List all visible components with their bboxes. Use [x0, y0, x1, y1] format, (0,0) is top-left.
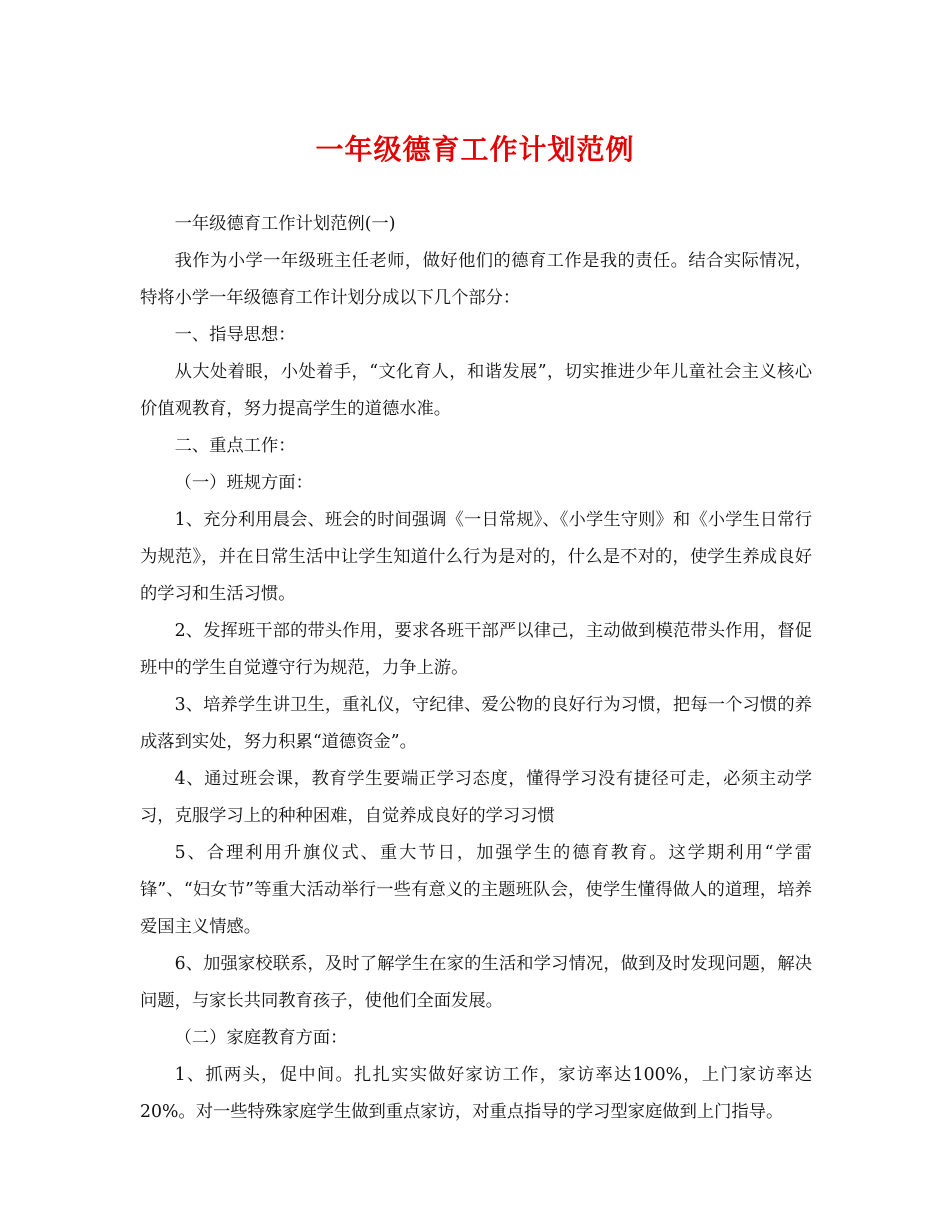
heading-key-work: 二、重点工作： — [174, 436, 296, 456]
paragraph-intro: 我作为小学一年级班主任老师，做好他们的德育工作是我的责任。结合实际情况，特将小学一年级德育工作计划分成以下几个部分： — [140, 251, 812, 308]
heading-class-rules: （一）班规方面： — [174, 473, 313, 493]
document-body — [140, 206, 812, 1131]
list-item-class-rules-1: 1、充分利用晨会、班会的时间强调《一日常规》、《小学生守则》和《小学生日常行为规范》，并在日常生活中让学生知道什么行为是对的，什么是不对的，使学生养成良好的学习和生活习惯。 — [140, 510, 812, 604]
heading-guiding-ideology: 一、指导思想： — [174, 325, 296, 345]
list-item-class-rules-6: 6、加强家校联系，及时了解学生在家的生活和学习情况，做到及时发现问题，解决问题，与家长共同教育孩子，使他们全面发展。 — [140, 954, 812, 1011]
paragraph-guiding-ideology: 从大处着眼，小处着手，“文化育人，和谐发展”，切实推进少年儿童社会主义核心价值观教育，努力提高学生的道德水准。 — [140, 362, 812, 419]
list-item-class-rules-3: 3、培养学生讲卫生，重礼仪，守纪律、爱公物的良好行为习惯，把每一个习惯的养成落到实处，努力积累“道德资金”。 — [140, 695, 812, 752]
heading-family-education: （二）家庭教育方面： — [174, 1028, 348, 1048]
list-item-class-rules-4: 4、通过班会课，教育学生要端正学习态度，懂得学习没有捷径可走，必须主动学习，克服学习上的种种困难，自觉养成良好的学习习惯 — [140, 769, 812, 826]
list-item-class-rules-2: 2、发挥班干部的带头作用，要求各班干部严以律己，主动做到模范带头作用，督促班中的学生自觉遵守行为规范，力争上游。 — [140, 621, 812, 678]
paragraph-subtitle: 一年级德育工作计划范例(一) — [174, 214, 396, 234]
list-item-family-education-1: 1、抓两头，促中间。扎扎实实做好家访工作，家访率达100%，上门家访率达20%。对一些特殊家庭学生做到重点家访，对重点指导的学习型家庭做到上门指导。 — [140, 1065, 812, 1122]
document-title: 一年级德育工作计划范例 — [315, 133, 635, 166]
list-item-class-rules-5: 5、合理利用升旗仪式、重大节日，加强学生的德育教育。这学期利用“学雷锋”、“妇女节”等重大活动举行一些有意义的主题班队会，使学生懂得做人的道理，培养爱国主义情感。 — [140, 843, 812, 937]
